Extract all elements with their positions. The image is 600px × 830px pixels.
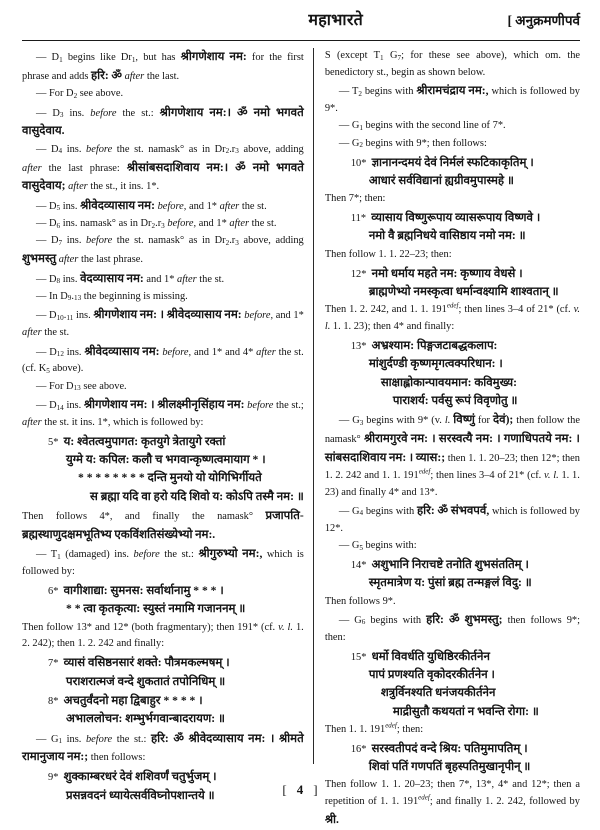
editorial-italic: before [90,107,117,119]
verse-text: नमो धर्माय महते नम: कृष्णाय वेधसे । [371,266,523,280]
devanagari-run: नमो [253,105,270,119]
devanagari-run: श्रीगुरुभ्यो [198,547,238,561]
devanagari-run: नम: [248,731,266,745]
manuscript-siglum: $191^{edef}$; [431,301,462,316]
editorial-italic: l. [287,621,294,633]
verse-number: 5* [48,436,64,448]
apparatus-entry: — $G_6$ begins with हरि: ॐ शुभमस्तु; then follows 9*; then: [324,612,581,643]
manuscript-siglum: $191^{edef}$; [402,793,433,808]
verse-line [351,648,580,666]
verse-text: शिवां पतिं गणपतिं बृहस्पतिमुखानृपीन् ॥ [368,760,531,774]
devanagari-run: हरि: [91,68,109,82]
apparatus-note: Then 1. 1. $191^{edef}$; then: [324,721,424,735]
devanagari-run: नम: [229,50,247,63]
devanagari-run: श्रीरामचंद्राय [416,84,466,98]
devanagari-run: नम: [388,450,407,464]
devanagari-run: प्रजापति-ब्रह्मस्थाणुदक्षमभूतिभ्य [22,509,304,541]
siglum-subscript: 0 [60,313,64,322]
devanagari-run: ॐ [235,160,246,174]
verse-line [369,355,580,373]
verse-line [369,227,580,245]
verse-block [325,648,580,721]
devanagari-run: । [159,308,165,322]
manuscript-siglum: $D_5$ [49,200,61,213]
verse-number: 13* [350,340,372,352]
verse-line [66,451,304,469]
verse-block [22,582,304,619]
devanagari-run: नम: [137,198,155,212]
manuscript-siglum: $G_5$ [351,540,363,552]
devanagari-run: श्रीलक्ष्मीनृसिंहाय [157,398,225,412]
verse-text: साक्षाह्लोकान्पावयमान: कविमुख्य: [380,375,517,389]
devanagari-run: नम: [475,432,493,446]
apparatus-entry: — $D_4$ ins. before the st. namask° as in $Dr_2.r_3$ above, adding after the last phrase: श्रीसांबसदाशिवाय नम:। ॐ नमो भगवते वासुदेवाय; after the st., it ins. 1*. [22,143,304,193]
verse-number: 15* [350,651,372,663]
siglum-subscript: 2 [60,350,64,358]
editorial-italic: after [124,70,145,82]
verse-text: शुक्काम्बरधरं देवं शशिवर्णं चतुर्भुजम् । [63,770,217,784]
manuscript-siglum: $G_2$ [351,137,363,150]
verse-block [325,154,580,191]
verse-line [66,600,304,618]
editorial-italic: before [133,549,160,561]
apparatus-entry: — $D_6$ ins. namask° as in $Dr_2.r_3$ before, and 1* after the st. [36,218,277,230]
verse-line [351,154,580,172]
apparatus-entry: — $D_7$ ins. before the st. namask° as in $Dr_2.r_3$ above, adding शुभमस्तु after the last phrase. [22,235,304,266]
apparatus-entry: — $G_4$ begins with हरि: ॐ संभवपर्व, which is followed by 12*. [324,503,580,534]
verse-text: पाराशर्य: पर्वसु रूपं विवृणोतु ॥ [392,393,518,407]
devanagari-run: श्रीसांबसदाशिवाय [126,160,200,174]
verse-text: माद्रीसुतौ कथयतां न भवन्ति रोगा: ॥ [392,704,539,718]
verse-line [369,758,580,776]
verse-text: पराशरात्मजं वन्दे शुकतातं तपोनिधिम् ॥ [66,674,226,688]
verse-block [325,337,580,410]
manuscript-siglum: $D_2$ [66,88,78,100]
right-column [314,48,581,827]
verse-number: 10* [350,157,372,169]
siglum-superscript: edef [446,301,459,310]
verse-line [66,673,304,691]
editorial-italic: l. [444,415,451,427]
siglum-subscript: 1 [73,384,78,393]
devanagari-run: नम: [410,432,429,446]
devanagari-run: ॐ [173,731,184,745]
devanagari-run: शुभमस्तु; [464,612,503,626]
apparatus-note: S (except $T_1$ $G_7$; for these see above), which om. the benedictory st., begin as shown below. [324,50,581,78]
editorial-italic: after [256,346,276,358]
devanagari-run: । [408,450,414,464]
devanagari-run: नम: [142,344,160,358]
verse-text: ब्राह्मणेभ्यो नमस्कृत्वा धर्मान्वक्ष्यामि शाश्वतान् ॥ [368,284,559,298]
apparatus-entry: — For $D_{13}$ see above. [36,380,127,393]
devanagari-run: रामानुजाय [22,750,65,764]
manuscript-siglum: $D_8$ [49,273,61,286]
siglum-subscript: 5 [56,204,61,213]
devanagari-run: श्रीवेदव्यासाय [188,731,244,745]
verse-line [78,469,304,487]
apparatus-entry: — $G_1$ ins. before the st.: हरि: ॐ श्रीवेदव्यासाय नम: । श्रीमते रामानुजाय नम:; then follows: [22,731,304,764]
siglum-subscript: 2 [151,221,156,230]
apparatus-note: Then 7*; then: [324,193,386,205]
manuscript-siglum: $G_1$ [50,733,63,746]
verse-number: 9* [48,772,64,784]
apparatus-entry: — $G_5$ begins with: [338,540,417,552]
verse-number: 16* [350,743,372,755]
verse-text: स ब्रह्मा यदि वा हरो यदि शिवो य: कोऽपि तस्मै नम: ॥ [90,489,304,503]
verse-block [22,692,304,729]
siglum-subscript: 3 [235,238,239,247]
verse-block [22,433,304,506]
editorial-italic: v. [544,469,551,481]
verse-line [369,574,580,592]
devanagari-run: व्यास:; [415,450,446,464]
devanagari-run: श्रीवेदव्यासाय [84,344,140,358]
editorial-italic: before [86,235,113,247]
verse-text: मांशुर्दण्डी कृष्णमृगत्वक्परिधान: । [368,357,503,371]
manuscript-siglum: $D_{13}$ [66,380,81,393]
siglum-subscript: 3 [235,147,239,156]
verse-block [325,265,580,302]
editorial-italic: l. [553,469,559,481]
verse-line [90,488,304,506]
header-rule [22,40,580,41]
verse-line [381,684,580,702]
siglum-subscript: 3 [359,418,364,427]
verse-text: अचतुर्वंदनो महा द्विबाहुर * * * * । [63,693,203,707]
devanagari-run: शुभमस्तु [22,252,57,266]
devanagari-run: श्रीरामगुरवे [363,432,408,446]
siglum-subscript: 1 [56,403,61,412]
manuscript-siglum: $D_3$ [52,107,64,120]
verse-text: स्मृतमात्रेण य: पुंसां ब्रह्म तन्मङ्गलं विदु: ॥ [368,576,532,590]
devanagari-run: वासुदेवाय; [22,179,66,193]
verse-text: प्रसन्नवदनं ध्यायेत्सर्वविघ्नोपशान्तये ॥ [66,788,215,802]
devanagari-run: विष्णुं [453,413,475,427]
verse-line [351,740,580,758]
siglum-superscript: edef [385,721,397,730]
devanagari-run: नम: [130,398,148,412]
devanagari-run: ॐ [448,612,460,626]
verse-number: 11* [350,213,372,225]
devanagari-run: । [496,432,501,446]
verse-line [48,433,304,451]
siglum-subscript: 6 [361,618,366,627]
verse-text: * * त्वा कृतकृत्या: स्युस्तं नमामि गजाननम् ॥ [66,602,246,616]
siglum-superscript: edef [418,793,430,802]
verse-line [351,209,580,227]
apparatus-note: Then follow 13* and 12* (both fragmentary); then 191* (cf. v. l. 1. 2. 242); then 1. 2. 242 and finally: [22,621,304,650]
verse-text: युग्मे य: कपिल: कलौ च भगवान्कृष्णत्वमायाग * । [66,453,266,467]
apparatus-note: Then follow 1. 1. 20–23; then 7*, 13*, 4* and 12*; then a repetition of 1. 1. $191^{edef}$; and finally 1. 2. 242, followed by श्री. [324,779,580,827]
siglum-subscript: 8 [56,277,61,286]
devanagari-run: भगवते [276,105,304,119]
folio-page-number: 4 [296,782,314,797]
siglum-subscript: 1 [380,53,384,62]
apparatus-note: Then follows 4*, and finally the namask° प्रजापति-ब्रह्मस्थाणुदक्षमभूतिभ्य एकविंशतिसंख्येभ्यो नम:. [22,509,304,541]
editorial-italic: l. [324,321,331,333]
verse-text: वागीशाद्या: सुमनस: सर्वार्थानामु * * * । [63,583,224,597]
siglum-subscript: 9 [67,294,72,303]
manuscript-siglum: $T_1$ [50,549,61,561]
devanagari-run: हरि: [417,503,435,517]
siglum-subscript: 4 [60,403,64,412]
devanagari-run: नम: [126,271,144,285]
apparatus-entry: — $D_{10}._{11}$ ins. श्रीगणेशाय नम: । श्रीवेदव्यासाय नम: before, and 1* after the st. [22,308,304,339]
devanagari-run: वेदव्यासाय [80,271,124,285]
devanagari-run: । [150,398,155,412]
verse-line [393,392,580,410]
verse-number: 14* [350,559,372,571]
folio-close-bracket: ] [313,782,328,797]
apparatus-entry: — In $D_9._{13}$ the beginning is missing. [36,290,188,303]
siglum-subscript: 1 [56,313,61,322]
devanagari-run: नम: [227,398,245,412]
apparatus-entry: — $D_{12}$ ins. श्रीवेदव्यासाय नम: before, and 1* and 4* after the st. (cf. $K_5$ above). [22,344,304,375]
devanagari-run: वासुदेवाय. [22,124,65,138]
devanagari-run: ॐ [437,503,449,517]
apparatus-entry: — $G_2$ begins with 9*; then follows: [338,137,487,150]
devanagari-run: ॐ [111,68,122,82]
siglum-subscript: 1 [66,313,70,322]
verse-text: धर्मो विवर्धति युधिष्ठिरकीर्तनेन [371,649,490,663]
verse-number: 8* [48,695,64,707]
verse-text: अभाललोचन: शम्भुर्भगवान्बादरायण: ॥ [66,712,225,726]
manuscript-siglum: $191^{edef}$; [403,467,434,481]
devanagari-run: नमो [252,160,270,174]
devanagari-run: श्रीवेदव्यासाय [80,198,136,212]
devanagari-run: नम:, [242,547,263,561]
verse-text: ज्ञानानन्दमयं देवं निर्मलं स्फटिकाकृतिम् । [371,155,534,169]
manuscript-siglum: $K_5$ [38,363,50,375]
apparatus-note: Then follow 1. 1. 22–23; then: [324,248,452,260]
manuscript-siglum: $T_2$ [351,86,362,98]
apparatus-entry: — $T_1$ (damaged) ins. before the st.: श्रीगुरुभ्यो नम:, which is followed by: [22,547,304,578]
editorial-italic: after [68,181,88,193]
editorial-italic: after [219,200,240,212]
siglum-subscript: 7 [397,53,402,62]
devanagari-run: । [269,731,275,745]
devanagari-run: नम:, [468,84,489,98]
manuscript-siglum: $D_7$ [50,235,63,247]
apparatus-entry: — $G_3$ begins with 9* (v. l. विष्णुं for देवं); then follow the namask° श्रीरामगुरवे नम: । सरस्वत्यै नम: । गणाधिपतये नम: । सांबसदाशिवाय नम: । व्यास:; then 1. 1. 20–23; then 12*; then 1. 2. 242 and 1. 1. $191^{edef}$; then lines 3–4 of 21* (cf. v. l. 1. 1. 23) and finally 4* and 13*. [324,413,580,498]
verse-block [325,209,580,246]
verse-number: 6* [48,585,64,597]
apparatus-entry: — $D_5$ ins. श्रीवेदव्यासाय नम: before, and 1* after the st. [36,198,267,213]
siglum-subscript: 3 [59,111,64,120]
apparatus-entry: — $D_{14}$ ins. श्रीगणेशाय नम: । श्रीलक्ष्मीनृसिंहाय नम: before the st.; after the st. it ins. 1*, which is followed by: [22,398,304,428]
siglum-subscript: 2 [225,147,230,156]
editorial-italic: after [229,218,249,230]
siglum-subscript: 1 [359,123,363,132]
apparatus-entry: — $D_8$ ins. वेदव्यासाय नम: and 1* after the st. [36,271,225,286]
siglum-subscript: 3 [77,294,82,303]
verse-text: अभ्रश्याम: पिङ्गजटाबद्धकलाप: [371,338,498,352]
devanagari-run: नम: [224,308,242,322]
siglum-superscript: edef [418,467,431,476]
devanagari-run: सांबसदाशिवाय [324,450,387,464]
running-head-parvan-label: [ अनुक्रमणीपर्व [507,13,580,28]
siglum-subscript: 1 [58,737,63,746]
editorial-italic: after [22,162,42,174]
devanagari-run: श्री. [324,813,339,827]
manuscript-siglum: $D_1$ [51,52,63,64]
manuscript-siglum: $Dr_2.r_3$ [214,143,239,156]
verse-text: आधारं सर्वविद्यानां ह्यग्रीवमुपास्महे ॥ [368,173,514,187]
devanagari-run: नम: [555,432,573,446]
verse-line [369,283,580,301]
siglum-subscript: 7 [58,238,63,247]
manuscript-siglum: $T_1$ [373,50,384,62]
apparatus-entry: — $T_2$ begins with श्रीरामचंद्राय नम:, which is followed by 9*. [324,84,580,115]
devanagari-run: श्रीवेदव्यासाय [166,308,222,322]
two-column-body [22,48,581,827]
siglum-subscript: 3 [77,384,81,393]
verse-text: * * * * * * * * दन्ति मुनयो यो योगिभिर्गीयते [78,471,262,485]
verse-line [66,710,304,728]
verse-line [351,265,580,283]
editorial-italic: before, [167,218,197,230]
verse-text: नमो वै ब्रह्मनिधये वासिष्ठाय नमो नम: ॥ [368,229,526,243]
verse-line [48,582,304,600]
devanagari-run: ॐ [237,105,248,119]
manuscript-siglum: $Dr_2.r_3$ [140,218,165,230]
verse-line [393,703,580,721]
verse-text: सरस्वतीपदं वन्दे श्रिय: पतिमुमापतिम् । [371,741,528,755]
verse-block [22,654,304,691]
devanagari-run: हरि: [426,612,444,626]
siglum-subscript: 4 [58,147,63,156]
verse-line [369,666,580,684]
devanagari-run: नम: [139,308,157,322]
verse-line [48,654,304,672]
manuscript-siglum: $G_4$ [351,505,364,518]
editorial-italic: before [247,400,274,412]
devanagari-run: । [575,432,580,446]
page-title: महाभारते [308,12,364,29]
verse-block [325,556,580,593]
siglum-subscript: 5 [359,543,363,552]
manuscript-siglum: $G_3$ [352,415,364,427]
apparatus-entry: — For $D_2$ see above. [36,88,124,100]
folio-open-bracket: [ [282,782,297,797]
editorial-italic: before, [244,310,274,322]
siglum-subscript: 1 [56,350,61,358]
verse-block [325,740,580,777]
verse-text: पापं प्रणश्यति वृकोदरकीर्तनेन । [368,667,495,681]
verse-line [381,374,580,392]
devanagari-run: गणाधिपतये [503,432,552,446]
manuscript-siglum: $D_{10}._{11}$ [49,310,74,322]
devanagari-run: । [431,432,436,446]
editorial-italic: v. [573,304,581,316]
manuscript-siglum: $D_{14}$ [49,400,64,412]
editorial-italic: after [177,273,197,285]
siglum-subscript: 2 [73,91,78,100]
devanagari-run: नम:. [195,527,216,541]
left-column [22,48,313,802]
verse-text: व्यासाय विष्णुरूपाय व्यासरूपाय विष्णवे । [371,211,541,225]
devanagari-run: श्रीगणेशाय [83,398,128,412]
verse-line [351,337,580,355]
devanagari-run: संभवपर्व, [450,503,490,517]
siglum-subscript: 5 [46,366,50,375]
manuscript-siglum: $Dr_2.r_3$ [214,235,239,247]
running-head [22,8,580,34]
manuscript-siglum: $G_1$ [351,120,363,132]
manuscript-siglum: $G_6$ [354,614,366,627]
manuscript-siglum: $Dr_1$, [120,52,139,64]
manuscript-siglum: $D_{12}$ [49,346,64,358]
apparatus-note: Then 1. 2. 242, and 1. 1. $191^{edef}$; then lines 3–4 of 21* (cf. v. l. 1. 1. 23); then 4* and finally: [324,301,581,333]
siglum-subscript: 4 [359,509,364,518]
siglum-subscript: 2 [225,238,230,247]
verse-number: 12* [350,268,372,280]
devanagari-run: श्रीमते [278,731,304,745]
devanagari-run: एकविंशतिसंख्येभ्यो [114,527,193,541]
devanagari-run: हरि: [151,731,169,745]
editorial-italic: after [58,254,79,266]
siglum-subscript: 1 [73,294,78,303]
verse-line [351,556,580,574]
devanagari-run: नम:। [206,160,229,174]
verse-text: अशुभानि निराचष्टे तनोति शुभसंततिम् । [371,557,529,571]
apparatus-note: Then follows 9*. [324,595,396,607]
folio-number [0,782,600,798]
devanagari-run: नम:। [209,105,231,119]
verse-number: 7* [48,658,64,670]
siglum-subscript: 1 [131,55,136,64]
devanagari-run: श्रीगणेशाय [159,105,204,119]
verse-text: व्यासं वसिष्ठनसारं शक्ते: पौत्रमकल्मषम् । [63,656,230,670]
manuscript-siglum: $D_9._{13}$ [60,290,82,303]
editorial-italic: before, [157,200,187,212]
devanagari-run: भगवते [276,160,304,174]
editorial-italic: after [22,416,42,428]
apparatus-entry: — $G_1$ begins with the second line of 7*. [338,120,506,132]
manuscript-siglum: $D_6$ [49,218,61,230]
siglum-subscript: 2 [359,141,363,150]
siglum-subscript: 2 [358,89,362,98]
devanagari-run: देवं); [492,413,514,427]
manuscript-siglum: $G_7$; [389,50,404,62]
siglum-subscript: 1 [59,55,63,64]
devanagari-run: श्रीगणेशाय [180,50,225,63]
siglum-subscript: 1 [69,313,74,322]
siglum-subscript: 1 [57,552,61,561]
manuscript-siglum: $D_4$ [50,143,63,156]
devanagari-run: श्रीगणेशाय [93,308,138,322]
editorial-italic: before [85,733,113,745]
siglum-subscript: 3 [161,221,165,230]
siglum-subscript: 6 [56,221,61,230]
editorial-italic: after [22,327,42,339]
devanagari-run: नम:; [67,750,89,764]
manuscript-siglum: $191^{edef}$; [369,721,400,735]
apparatus-entry: — $D_3$ ins. before the st.: श्रीगणेशाय नम:। ॐ नमो भगवते वासुदेवाय. [22,105,304,138]
verse-line [48,692,304,710]
editorial-italic: v. [278,621,285,633]
verse-line [369,172,580,190]
verse-text: य: श्वेतत्वमुपागत: कृतयुगे त्रेतायुगे रक्तां [63,434,226,448]
verse-text: शत्रुर्विनश्यति धनंजयकीर्तनेन [380,686,496,700]
editorial-italic: before, [162,346,192,358]
editorial-italic: before [86,143,113,155]
devanagari-run: सरस्वत्यै [438,432,473,446]
apparatus-entry: — $D_1$ begins like $Dr_1$, but has श्रीगणेशाय नम: for the first phrase and adds हरि: ॐ after the last. [22,50,304,82]
